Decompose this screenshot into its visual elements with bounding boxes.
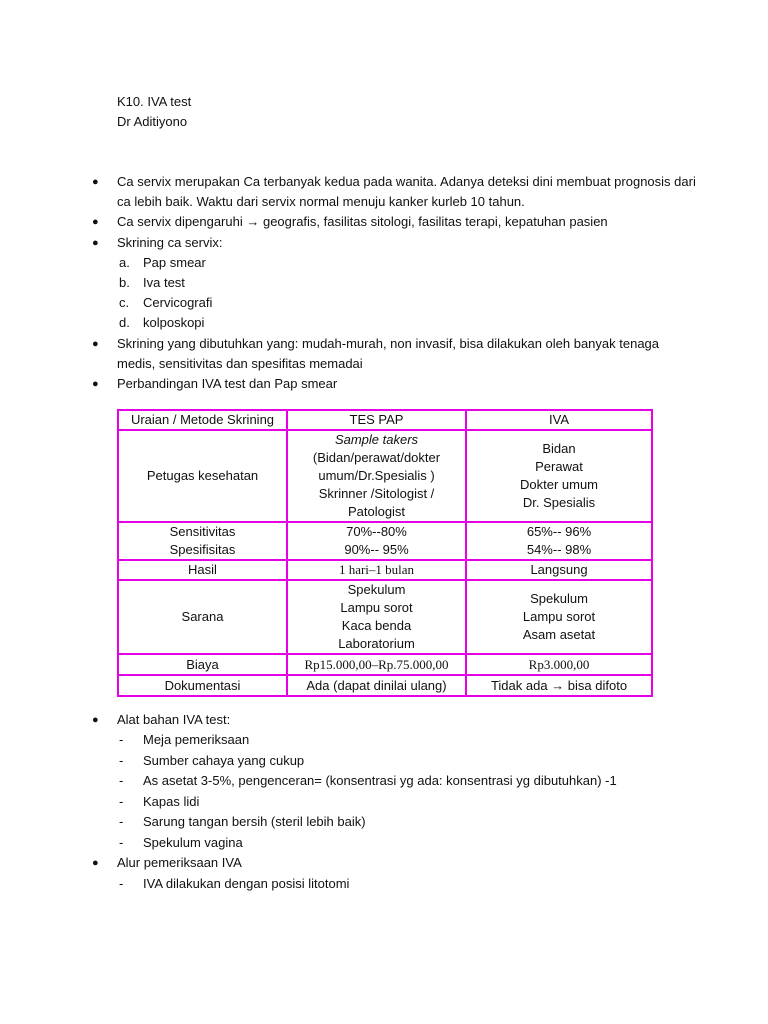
list-mark: - xyxy=(119,732,124,747)
list-mark: b. xyxy=(119,275,130,290)
list-item: Kapas lidi xyxy=(143,794,200,809)
list-item: As asetat 3-5%, pengenceran= (konsentrasi yg ada: konsentrasi yg dibutuhkan) -1 xyxy=(143,773,617,788)
list-item: Iva test xyxy=(143,275,185,290)
bullet-alat-bahan: Alat bahan IVA test: xyxy=(117,712,231,727)
iva-cell: Bidan Perawat Dokter umum Dr. Spesialis xyxy=(466,430,652,522)
pap-cell: Sample takers (Bidan/perawat/dokter umum/Dr.Spesialis ) Skrinner /Sitologist / Patologist xyxy=(287,430,466,522)
bullet-dot: ● xyxy=(92,176,99,188)
iva-cell: 65%-- 96% 54%-- 98% xyxy=(466,522,652,560)
pap-cell: 1 hari–1 bulan xyxy=(287,560,466,580)
doc-title: K10. IVA test xyxy=(117,94,192,109)
table-row xyxy=(118,654,652,675)
bullet-skrining: Skrining ca servix: xyxy=(117,235,223,250)
header-cell: Uraian / Metode Skrining xyxy=(118,410,287,430)
comparison-table xyxy=(117,409,653,697)
row-label: Petugas kesehatan xyxy=(118,430,287,522)
row-label: Sarana xyxy=(118,580,287,654)
list-item: Spekulum vagina xyxy=(143,835,243,850)
bullet-dot: ● xyxy=(92,857,99,869)
iva-cell: Rp3.000,00 xyxy=(466,654,652,675)
bullet-dot: ● xyxy=(92,378,99,390)
list-item: Meja pemeriksaan xyxy=(143,732,250,747)
table-row xyxy=(118,580,652,654)
list-item: Cervicografi xyxy=(143,295,213,310)
bullet-alur: Alur pemeriksaan IVA xyxy=(117,855,242,870)
table-row xyxy=(118,560,652,580)
list-mark: - xyxy=(119,794,124,809)
list-item: Sumber cahaya yang cukup xyxy=(143,753,305,768)
doc-author: Dr Aditiyono xyxy=(117,114,188,129)
table-header-row xyxy=(118,410,652,430)
list-item: Pap smear xyxy=(143,255,206,270)
iva-cell: Langsung xyxy=(466,560,652,580)
row-label: Dokumentasi xyxy=(118,675,287,696)
table-row xyxy=(118,430,652,522)
bullet-dot: ● xyxy=(92,216,99,228)
list-mark: - xyxy=(119,814,124,829)
table-row xyxy=(118,675,652,696)
list-mark: - xyxy=(119,753,124,768)
list-item: Sarung tangan bersih (steril lebih baik) xyxy=(143,814,366,829)
bullet-ca-servix-intro: Ca servix merupakan Ca terbanyak kedua pada wanita. Adanya deteksi dini membuat prognosis dari ca lebih baik. Waktu dari servix normal menuju kanker kurleb 10 tahun. xyxy=(117,174,696,209)
header-cell: TES PAP xyxy=(287,410,466,430)
bullet-perbandingan: Perbandingan IVA test dan Pap smear xyxy=(117,376,338,391)
pap-cell: Ada (dapat dinilai ulang) xyxy=(287,675,466,696)
list-item: kolposkopi xyxy=(143,315,205,330)
bullet-dot: ● xyxy=(92,338,99,350)
list-mark: a. xyxy=(119,255,130,270)
header-cell: IVA xyxy=(466,410,652,430)
bullet-dot: ● xyxy=(92,237,99,249)
list-mark: - xyxy=(119,835,124,850)
pap-cell: Spekulum Lampu sorot Kaca benda Laboratorium xyxy=(287,580,466,654)
list-mark: - xyxy=(119,876,124,891)
bullet-dot: ● xyxy=(92,714,99,726)
pap-cell: Rp15.000,00–Rp.75.000,00 xyxy=(287,654,466,675)
row-label: Biaya xyxy=(118,654,287,675)
iva-cell: Spekulum Lampu sorot Asam asetat xyxy=(466,580,652,654)
bullet-ca-servix-factors: Ca servix dipengaruhi → geografis, fasilitas sitologi, fasilitas terapi, kepatuhan pasien xyxy=(117,214,608,229)
list-item: IVA dilakukan dengan posisi litotomi xyxy=(143,876,350,891)
row-label: Sensitivitas Spesifisitas xyxy=(118,522,287,560)
list-mark: - xyxy=(119,773,124,788)
table-row xyxy=(118,522,652,560)
list-mark: c. xyxy=(119,295,130,310)
row-label: Hasil xyxy=(118,560,287,580)
iva-cell: Tidak ada → bisa difoto xyxy=(466,675,652,696)
pap-cell: 70%--80% 90%-- 95% xyxy=(287,522,466,560)
list-mark: d. xyxy=(119,315,130,330)
bullet-skrining-needs: Skrining yang dibutuhkan yang: mudah-murah, non invasif, bisa dilakukan oleh banyak tenaga medis, sensitivitas dan spesifitas memadai xyxy=(117,336,660,371)
